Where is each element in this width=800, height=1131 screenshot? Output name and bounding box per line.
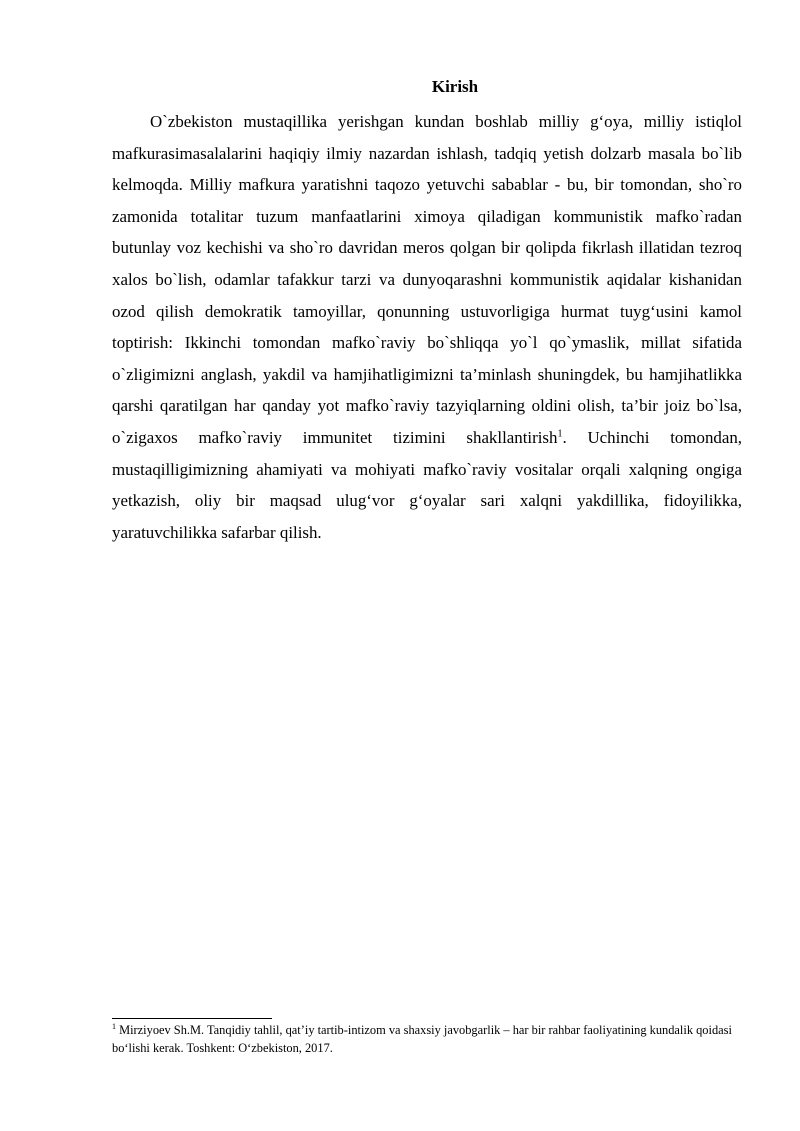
footnote-text: Mirziyoev Sh.M. Tanqidiy tahlil, qat’iy tartib-intizom va shaxsiy javobgarlik – har bir rahbar faoliyatining kundalik qoidasi bo‘lishi kerak. Toshkent: O‘zbekiston, 2017. [112,1023,732,1055]
page-heading: Kirish [431,77,479,96]
paragraph-text-main: O`zbekiston mustaqillika yerishgan kundan boshlab milliy g‘oya, milliy istiqlol mafkurasimasalalarini haqiqiy ilmiy nazardan ishlash, tadqiq yetish dolzarb masala bo`lib kelmoqda. Milliy mafkura yaratishni taqozo yetuvchi sabablar - bu, bir tomondan, sho`ro zamonida totalitar tuzum manfaatlarini ximoya qiladigan kommunistik mafko`radan butunlay voz kechishi va sho`ro davridan meros qolgan bir qolipda fikrlash illatidan tezroq xalos bo`lish, odamlar tafakkur tarzi va dunyoqarashni kommunistik aqidalar kishanidan ozod qilish demokratik tamoyillar, qonunning ustuvorligiga hurmat tuyg‘usini kamol toptirish: Ikkinchi tomondan mafko`raviy bo`shliqqa yo`l qo`ymaslik, millat sifatida o`zligimizni anglash, yakdil va hamjihatligimizni ta’minlash shuningdek, bu hamjihatlikka qarshi qaratilgan har qanday yot mafko`raviy tazyiqlarning oldini olish, ta’bir joiz bo`lsa, o`zigaxos mafko`raviy immunitet tizimini shakllantirish [112,112,742,447]
footnote [112,1022,742,1057]
footnote-reference[interactable]: 1 [557,428,563,440]
paragraph-text-tail: . Uchinchi tomondan, mustaqilligimizning ahamiyati va mohiyati mafko`raviy vositalar orqali xalqning ongiga yetkazish, oliy bir maqsad ulug‘vor g‘oyalar sari xalqni yakdillika, fidoyilikka, yaratuvchilikka safarbar qilish. [112,427,742,542]
footnote-mark: 1 [112,1021,116,1031]
footnote-separator [112,1018,272,1019]
body-paragraph [112,106,742,548]
